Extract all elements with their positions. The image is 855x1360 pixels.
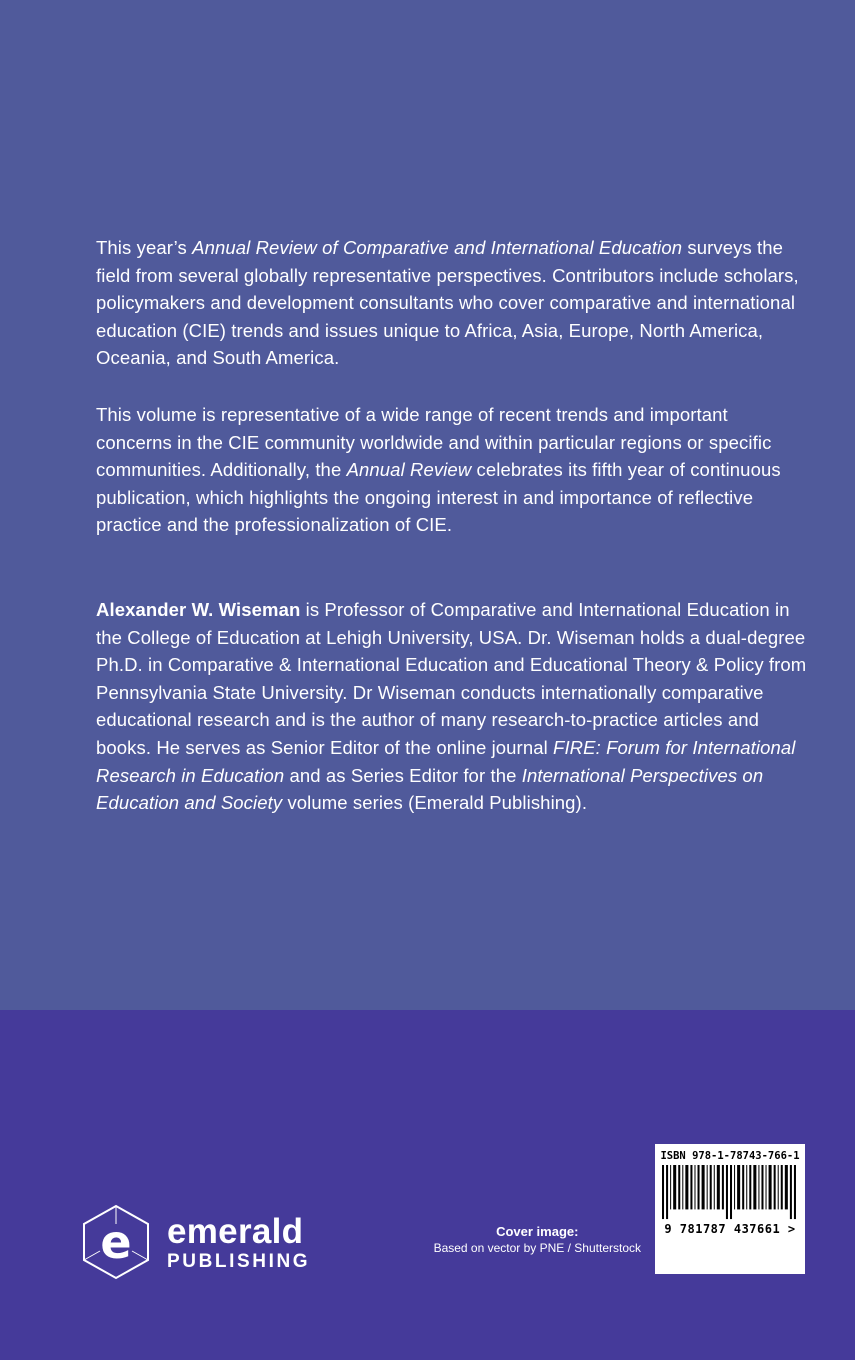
book-series-title: Annual Review of Comparative and International Education (192, 237, 683, 258)
author-name: Alexander W. Wiseman (96, 598, 301, 620)
journal-title: FIRE: Forum for International Research in Education (96, 736, 796, 786)
text-run: and as Series Editor for the (284, 764, 522, 786)
barcode (655, 1144, 805, 1274)
blurb-paragraph-author-bio (96, 596, 808, 817)
blurb-paragraph-summary (96, 234, 808, 372)
publisher-subtitle: PUBLISHING (167, 1250, 311, 1272)
text-run: volume series (Emerald Publishing). (282, 792, 588, 814)
barcode-digits: 9 781787 437661 > (664, 1222, 796, 1236)
text-run: celebrates its fifth year of continuous publication, which highlights the ongoing interest in and importance of reflective practice and the professionalization of CIE. (96, 459, 781, 536)
blurb-paragraph-volume (96, 401, 808, 539)
publisher-band (0, 1010, 855, 1360)
publisher-name: emerald (167, 1211, 304, 1251)
cover-image-credit-block (434, 1224, 641, 1256)
back-cover-blurb (96, 234, 808, 817)
cover-image-label: Cover image: (496, 1224, 579, 1239)
isbn-label: ISBN 978-1-78743-766-1 (660, 1150, 800, 1162)
svg-text:e: e (100, 1215, 132, 1269)
text-run: This year’s (96, 237, 193, 258)
text-run: is Professor of Comparative and International Education in the College of Education at Lehigh University, USA. Dr. Wiseman holds a dual-degree Ph.D. in Comparative & International Education and Educational Theory & Policy from Pennsylvania State University. Dr Wiseman conducts internationally comparative educational research and is the author of many research-to-practice articles and books. He serves as Senior Editor of the online journal (96, 598, 807, 758)
text-run: This volume is representative of a wide range of recent trends and important concerns in the CIE community worldwide and within particular regions or specific communities. Additionally, the (96, 403, 772, 481)
emerald-logo-icon (78, 1204, 154, 1280)
cover-image-credit: Based on vector by PNE / Shutterstock (433, 1241, 641, 1256)
text-run: surveys the field from several globally representative perspectives. Contributors include scholars, policymakers and development consultants who cover comparative and international education (CIE) trends and issues unique to Africa, Asia, Europe, North America, Oceania, and South America. (96, 237, 799, 369)
emerald-publishing-logo (78, 1204, 310, 1280)
volume-series-title: International Perspectives on Education and Society (96, 764, 764, 814)
series-short-title: Annual Review (346, 459, 472, 481)
barcode-bars (662, 1165, 798, 1221)
publisher-wordmark (167, 1211, 311, 1272)
